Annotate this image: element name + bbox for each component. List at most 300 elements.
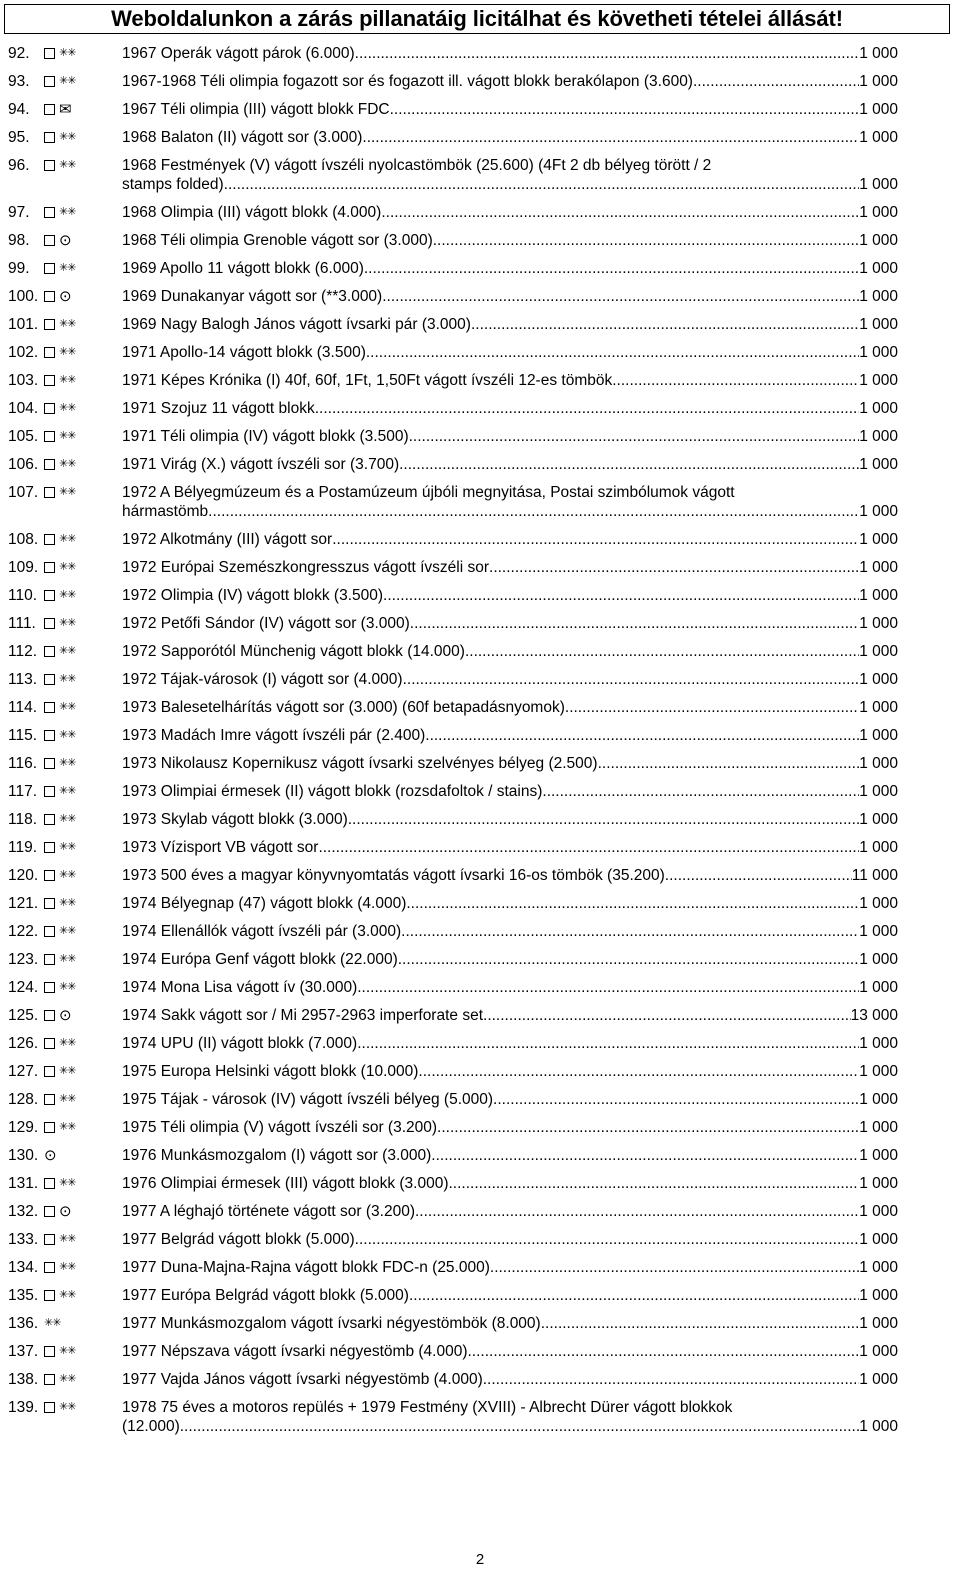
double-star-icon: ✳✳ bbox=[59, 729, 76, 741]
starting-price: 1 000 bbox=[859, 1343, 898, 1360]
lot-number: 99. bbox=[8, 260, 30, 277]
checkbox-square-icon bbox=[44, 1066, 55, 1077]
lot-description bbox=[122, 399, 898, 418]
lot-title: 1973 Skylab vágott blokk (3.000) bbox=[122, 811, 348, 828]
lot-title: 1972 Sapporótól Münchenig vágott blokk (14.000) bbox=[122, 643, 465, 660]
lot-description bbox=[122, 287, 898, 306]
condition-icons bbox=[44, 922, 75, 941]
lot-title: 1973 Nikolausz Kopernikusz vágott ívsarki szelvényes bélyeg (2.500) bbox=[122, 755, 598, 772]
dot-leader bbox=[483, 1370, 859, 1389]
condition-icons bbox=[44, 950, 75, 969]
lot-title: 1977 Európa Belgrád vágott blokk (5.000) bbox=[122, 1287, 409, 1304]
dot-leader bbox=[348, 810, 859, 829]
lot-description bbox=[122, 754, 898, 773]
dot-leader bbox=[382, 287, 859, 306]
starting-price: 1 000 bbox=[859, 1315, 898, 1332]
lot-number: 126. bbox=[8, 1035, 39, 1052]
condition-icons bbox=[44, 1370, 75, 1389]
starting-price: 1 000 bbox=[859, 232, 898, 249]
lot-number: 114. bbox=[8, 699, 38, 716]
dot-leader bbox=[665, 866, 852, 885]
header-box bbox=[4, 4, 950, 34]
cancelled-icon: ⊙ bbox=[59, 1203, 72, 1220]
starting-price: 1 000 bbox=[859, 643, 898, 660]
lot-title: 1972 Alkotmány (III) vágott sor bbox=[122, 531, 333, 548]
starting-price: 1 000 bbox=[859, 531, 898, 548]
checkbox-square-icon bbox=[44, 104, 55, 115]
starting-price: 1 000 bbox=[859, 101, 898, 118]
lot-description bbox=[122, 1314, 898, 1333]
lot-title: 1977 Belgrád vágott blokk (5.000) bbox=[122, 1231, 355, 1248]
condition-icons bbox=[44, 894, 75, 913]
starting-price: 1 000 bbox=[859, 1231, 898, 1248]
dot-leader bbox=[541, 1314, 859, 1333]
condition-icons bbox=[44, 1118, 75, 1137]
condition-icons bbox=[44, 259, 75, 278]
starting-price: 1 000 bbox=[859, 428, 898, 445]
checkbox-square-icon bbox=[44, 1206, 55, 1217]
checkbox-square-icon bbox=[44, 1122, 55, 1133]
lot-number: 94. bbox=[8, 101, 30, 118]
lot-number: 103. bbox=[8, 372, 39, 389]
dot-leader bbox=[224, 175, 860, 194]
starting-price: 1 000 bbox=[859, 1371, 898, 1388]
condition-icons bbox=[44, 1314, 60, 1333]
double-star-icon: ✳✳ bbox=[59, 533, 76, 545]
lot-title: 1974 UPU (II) vágott blokk (7.000) bbox=[122, 1035, 358, 1052]
checkbox-square-icon bbox=[44, 1178, 55, 1189]
starting-price: 1 000 bbox=[859, 559, 898, 576]
checkbox-square-icon bbox=[44, 814, 55, 825]
lot-title: 1972 Tájak-városok (I) vágott sor (4.000) bbox=[122, 671, 403, 688]
double-star-icon: ✳✳ bbox=[59, 925, 76, 937]
lot-number: 115. bbox=[8, 727, 38, 744]
dot-leader bbox=[437, 1118, 859, 1137]
starting-price: 1 000 bbox=[859, 923, 898, 940]
lot-title: 1977 Népszava vágott ívsarki négyestömb (4.000) bbox=[122, 1343, 468, 1360]
lot-title: 1968 Balaton (II) vágott sor (3.000) bbox=[122, 129, 363, 146]
double-star-icon: ✳✳ bbox=[59, 1401, 76, 1413]
starting-price: 1 000 bbox=[859, 1119, 898, 1136]
condition-icons bbox=[44, 726, 75, 745]
checkbox-square-icon bbox=[44, 459, 55, 470]
lot-number: 138. bbox=[8, 1371, 39, 1388]
lot-description bbox=[122, 726, 898, 745]
checkbox-square-icon bbox=[44, 842, 55, 853]
condition-icons bbox=[44, 1062, 75, 1081]
dot-leader bbox=[355, 44, 860, 63]
dot-leader bbox=[415, 1202, 859, 1221]
lot-number: 106. bbox=[8, 456, 39, 473]
condition-icons bbox=[44, 838, 75, 857]
lot-description bbox=[122, 343, 898, 362]
lot-title: 1971 Téli olimpia (IV) vágott blokk (3.500) bbox=[122, 428, 409, 445]
lot-description bbox=[122, 810, 898, 829]
starting-price: 1 000 bbox=[859, 1203, 898, 1220]
double-star-icon: ✳✳ bbox=[59, 1037, 76, 1049]
lot-title: 1967 Téli olimpia (III) vágott blokk FDC bbox=[122, 101, 390, 118]
double-star-icon: ✳✳ bbox=[59, 953, 76, 965]
lot-description bbox=[122, 427, 898, 446]
dot-leader bbox=[468, 1342, 860, 1361]
checkbox-square-icon bbox=[44, 319, 55, 330]
lot-title: 1969 Nagy Balogh János vágott ívsarki pár (3.000) bbox=[122, 316, 471, 333]
starting-price: 1 000 bbox=[859, 129, 898, 146]
dot-leader bbox=[409, 427, 860, 446]
lot-description-line: 1978 75 éves a motoros repülés + 1979 Festmény (XVIII) - Albrecht Dürer vágott blokkok bbox=[122, 1399, 733, 1416]
starting-price: 1 000 bbox=[859, 727, 898, 744]
lot-description bbox=[122, 614, 898, 633]
dot-leader bbox=[401, 922, 859, 941]
lot-title: 1975 Téli olimpia (V) vágott ívszéli sor (3.200) bbox=[122, 1119, 438, 1136]
condition-icons bbox=[44, 1202, 72, 1221]
lot-title: (12.000) bbox=[122, 1418, 180, 1435]
lot-title: 1976 Munkásmozgalom (I) vágott sor (3.000) bbox=[122, 1147, 432, 1164]
lot-number: 133. bbox=[8, 1231, 39, 1248]
condition-icons bbox=[44, 1146, 57, 1165]
double-star-icon: ✳✳ bbox=[59, 47, 76, 59]
lot-title: 1977 Duna-Majna-Rajna vágott blokk FDC-n (25.000) bbox=[122, 1259, 490, 1276]
dot-leader bbox=[449, 1174, 860, 1193]
starting-price: 1 000 bbox=[859, 1418, 898, 1435]
starting-price: 1 000 bbox=[859, 1287, 898, 1304]
lot-description bbox=[122, 1398, 898, 1436]
lot-description bbox=[122, 586, 898, 605]
condition-icons bbox=[44, 343, 75, 362]
double-star-icon: ✳✳ bbox=[59, 561, 76, 573]
lot-number: 109. bbox=[8, 559, 39, 576]
lot-number: 131. bbox=[8, 1175, 39, 1192]
lot-description bbox=[122, 128, 898, 147]
condition-icons bbox=[44, 1342, 75, 1361]
lot-number: 96. bbox=[8, 157, 30, 174]
lot-number: 108. bbox=[8, 531, 39, 548]
double-star-icon: ✳✳ bbox=[59, 131, 76, 143]
double-star-icon: ✳✳ bbox=[59, 589, 76, 601]
lot-description bbox=[122, 950, 898, 969]
page-number: 2 bbox=[475, 1551, 485, 1568]
double-star-icon: ✳✳ bbox=[59, 206, 76, 218]
checkbox-square-icon bbox=[44, 1094, 55, 1105]
lot-title: 1974 Mona Lisa vágott ív (30.000) bbox=[122, 979, 358, 996]
starting-price: 1 000 bbox=[859, 204, 898, 221]
dot-leader bbox=[425, 726, 859, 745]
double-star-icon: ✳✳ bbox=[59, 1373, 76, 1385]
cancelled-icon: ⊙ bbox=[59, 1007, 72, 1024]
dot-leader bbox=[381, 203, 859, 222]
checkbox-square-icon bbox=[44, 646, 55, 657]
starting-price: 1 000 bbox=[859, 951, 898, 968]
double-star-icon: ✳✳ bbox=[59, 1093, 76, 1105]
starting-price: 1 000 bbox=[859, 1063, 898, 1080]
checkbox-square-icon bbox=[44, 1402, 55, 1413]
starting-price: 1 000 bbox=[859, 671, 898, 688]
lot-title: 1975 Tájak - városok (IV) vágott ívszéli bélyeg (5.000) bbox=[122, 1091, 494, 1108]
lot-number: 100. bbox=[8, 288, 39, 305]
dot-leader bbox=[383, 586, 859, 605]
starting-price: 1 000 bbox=[859, 755, 898, 772]
starting-price: 1 000 bbox=[859, 260, 898, 277]
cancelled-icon: ⊙ bbox=[59, 232, 72, 249]
lot-description bbox=[122, 1118, 898, 1137]
lot-description bbox=[122, 530, 898, 549]
lot-title: 1974 Bélyegnap (47) vágott blokk (4.000) bbox=[122, 895, 407, 912]
dot-leader bbox=[208, 502, 859, 521]
dot-leader bbox=[598, 754, 860, 773]
lot-number: 95. bbox=[8, 129, 30, 146]
double-star-icon: ✳✳ bbox=[59, 346, 76, 358]
double-star-icon: ✳✳ bbox=[59, 1121, 76, 1133]
double-star-icon: ✳✳ bbox=[59, 813, 76, 825]
lot-title: 1973 Olimpiai érmesek (II) vágott blokk (rozsdafoltok / stains) bbox=[122, 783, 543, 800]
lot-title: 1971 Szojuz 11 vágott blokk bbox=[122, 400, 315, 417]
double-star-icon: ✳✳ bbox=[59, 159, 76, 171]
lot-number: 122. bbox=[8, 923, 39, 940]
starting-price: 1 000 bbox=[859, 400, 898, 417]
condition-icons bbox=[44, 1230, 75, 1249]
lot-description bbox=[122, 72, 898, 91]
lot-number: 136. bbox=[8, 1315, 39, 1332]
lot-title: 1974 Európa Genf vágott blokk (22.000) bbox=[122, 951, 398, 968]
lot-number: 101. bbox=[8, 316, 39, 333]
checkbox-square-icon bbox=[44, 1038, 55, 1049]
dot-leader bbox=[366, 343, 859, 362]
double-star-icon: ✳✳ bbox=[59, 897, 76, 909]
lot-number: 111. bbox=[8, 615, 36, 632]
lot-number: 105. bbox=[8, 428, 39, 445]
lot-description bbox=[122, 156, 898, 194]
double-star-icon: ✳✳ bbox=[59, 374, 76, 386]
starting-price: 1 000 bbox=[859, 839, 898, 856]
dot-leader bbox=[332, 530, 859, 549]
dot-leader bbox=[180, 1417, 859, 1436]
lot-title: 1972 Európai Szemészkongresszus vágott ívszéli sor bbox=[122, 559, 490, 576]
lot-title: 1969 Apollo 11 vágott blokk (6.000) bbox=[122, 260, 364, 277]
double-star-icon: ✳✳ bbox=[59, 262, 76, 274]
condition-icons bbox=[44, 203, 75, 222]
starting-price: 1 000 bbox=[859, 45, 898, 62]
lot-title: 1977 A léghajó története vágott sor (3.200) bbox=[122, 1203, 415, 1220]
lot-title: 1973 Madách Imre vágott ívszéli pár (2.400) bbox=[122, 727, 426, 744]
condition-icons bbox=[44, 530, 75, 549]
dot-leader bbox=[357, 1034, 859, 1053]
condition-icons bbox=[44, 287, 72, 306]
condition-icons bbox=[44, 866, 75, 885]
lot-title: 1972 Olimpia (IV) vágott blokk (3.500) bbox=[122, 587, 384, 604]
dot-leader bbox=[398, 950, 859, 969]
lot-number: 135. bbox=[8, 1287, 39, 1304]
cancelled-icon: ⊙ bbox=[44, 1147, 57, 1164]
checkbox-square-icon bbox=[44, 926, 55, 937]
lot-number: 97. bbox=[8, 204, 30, 221]
checkbox-square-icon bbox=[44, 76, 55, 87]
starting-price: 1 000 bbox=[859, 1175, 898, 1192]
checkbox-square-icon bbox=[44, 132, 55, 143]
lot-title: 1976 Olimpiai érmesek (III) vágott blokk (3.000) bbox=[122, 1175, 449, 1192]
lot-description-line: 1972 A Bélyegmúzeum és a Postamúzeum újbóli megnyitása, Postai szimbólumok vágott bbox=[122, 484, 735, 501]
condition-icons bbox=[44, 1174, 75, 1193]
condition-icons bbox=[44, 1398, 75, 1417]
checkbox-square-icon bbox=[44, 702, 55, 713]
lot-title: 1971 Képes Krónika (I) 40f, 60f, 1Ft, 1,50Ft vágott ívszéli 12-es tömbök bbox=[122, 372, 613, 389]
dot-leader bbox=[357, 978, 859, 997]
lot-title: 1968 Olimpia (III) vágott blokk (4.000) bbox=[122, 204, 382, 221]
condition-icons bbox=[44, 128, 75, 147]
checkbox-square-icon bbox=[44, 487, 55, 498]
lot-number: 98. bbox=[8, 232, 30, 249]
checkbox-square-icon bbox=[44, 730, 55, 741]
starting-price: 1 000 bbox=[859, 811, 898, 828]
lot-number: 134. bbox=[8, 1259, 39, 1276]
lot-title: 1975 Europa Helsinki vágott blokk (10.000) bbox=[122, 1063, 419, 1080]
lot-description bbox=[122, 259, 898, 278]
double-star-icon: ✳✳ bbox=[59, 1233, 76, 1245]
dot-leader bbox=[693, 72, 859, 91]
lot-description bbox=[122, 978, 898, 997]
condition-icons bbox=[44, 670, 75, 689]
starting-price: 1 000 bbox=[859, 316, 898, 333]
dot-leader bbox=[406, 894, 859, 913]
lot-title: 1974 Ellenállók vágott ívszéli pár (3.000) bbox=[122, 923, 402, 940]
lot-description bbox=[122, 894, 898, 913]
checkbox-square-icon bbox=[44, 403, 55, 414]
checkbox-square-icon bbox=[44, 562, 55, 573]
lot-description bbox=[122, 838, 898, 857]
condition-icons bbox=[44, 586, 75, 605]
double-star-icon: ✳✳ bbox=[59, 841, 76, 853]
lot-number: 127. bbox=[8, 1063, 39, 1080]
lot-number: 116. bbox=[8, 755, 38, 772]
lot-description bbox=[122, 782, 898, 801]
lot-number: 102. bbox=[8, 344, 39, 361]
dot-leader bbox=[483, 1006, 851, 1025]
lot-description bbox=[122, 100, 898, 119]
checkbox-square-icon bbox=[44, 431, 55, 442]
condition-icons bbox=[44, 427, 75, 446]
starting-price: 1 000 bbox=[859, 615, 898, 632]
lot-title: 1967 Operák vágott párok (6.000) bbox=[122, 45, 355, 62]
condition-icons bbox=[44, 100, 72, 119]
lot-title: 1973 500 éves a magyar könyvnyomtatás vágott ívsarki 16-os tömbök (35.200) bbox=[122, 867, 665, 884]
checkbox-square-icon bbox=[44, 786, 55, 797]
condition-icons bbox=[44, 72, 75, 91]
lot-description bbox=[122, 698, 898, 717]
lot-description bbox=[122, 670, 898, 689]
condition-icons bbox=[44, 1006, 72, 1025]
lot-number: 130. bbox=[8, 1147, 39, 1164]
lot-description bbox=[122, 558, 898, 577]
lot-number: 113. bbox=[8, 671, 38, 688]
double-star-icon: ✳✳ bbox=[59, 1177, 76, 1189]
starting-price: 1 000 bbox=[859, 288, 898, 305]
checkbox-square-icon bbox=[44, 1234, 55, 1245]
lot-number: 117. bbox=[8, 783, 38, 800]
double-star-icon: ✳✳ bbox=[59, 1289, 76, 1301]
lot-description bbox=[122, 483, 898, 521]
dot-leader bbox=[433, 231, 859, 250]
condition-icons bbox=[44, 156, 75, 175]
condition-icons bbox=[44, 642, 75, 661]
lot-description bbox=[122, 1370, 898, 1389]
lot-number: 137. bbox=[8, 1343, 39, 1360]
dot-leader bbox=[355, 1230, 860, 1249]
starting-price: 1 000 bbox=[859, 979, 898, 996]
envelope-icon: ✉ bbox=[59, 101, 72, 118]
lot-number: 125. bbox=[8, 1007, 39, 1024]
dot-leader bbox=[493, 1090, 859, 1109]
dot-leader bbox=[410, 614, 859, 633]
checkbox-square-icon bbox=[44, 954, 55, 965]
dot-leader bbox=[315, 399, 859, 418]
checkbox-square-icon bbox=[44, 1346, 55, 1357]
checkbox-square-icon bbox=[44, 982, 55, 993]
lot-description bbox=[122, 1258, 898, 1277]
double-star-icon: ✳✳ bbox=[59, 757, 76, 769]
checkbox-square-icon bbox=[44, 870, 55, 881]
lot-number: 128. bbox=[8, 1091, 39, 1108]
starting-price: 11 000 bbox=[851, 867, 898, 884]
lot-title: 1971 Virág (X.) vágott ívszéli sor (3.700) bbox=[122, 456, 400, 473]
lot-description bbox=[122, 642, 898, 661]
checkbox-square-icon bbox=[44, 898, 55, 909]
double-star-icon: ✳✳ bbox=[59, 869, 76, 881]
lot-description bbox=[122, 1006, 898, 1025]
condition-icons bbox=[44, 455, 75, 474]
checkbox-square-icon bbox=[44, 347, 55, 358]
checkbox-square-icon bbox=[44, 48, 55, 59]
checkbox-square-icon bbox=[44, 1010, 55, 1021]
condition-icons bbox=[44, 371, 75, 390]
condition-icons bbox=[44, 231, 72, 250]
lot-number: 92. bbox=[8, 45, 30, 62]
lot-title: hármastömb bbox=[122, 503, 209, 520]
starting-price: 1 000 bbox=[859, 503, 898, 520]
condition-icons bbox=[44, 44, 75, 63]
dot-leader bbox=[489, 558, 859, 577]
lot-number: 139. bbox=[8, 1399, 39, 1416]
starting-price: 1 000 bbox=[859, 73, 898, 90]
lot-title: 1977 Vajda János vágott ívsarki négyestömb (4.000) bbox=[122, 1371, 483, 1388]
condition-icons bbox=[44, 754, 75, 773]
starting-price: 1 000 bbox=[859, 699, 898, 716]
checkbox-square-icon bbox=[44, 375, 55, 386]
starting-price: 1 000 bbox=[859, 1091, 898, 1108]
double-star-icon: ✳✳ bbox=[59, 1345, 76, 1357]
dot-leader bbox=[390, 100, 860, 119]
cancelled-icon: ⊙ bbox=[59, 288, 72, 305]
lot-number: 119. bbox=[8, 839, 38, 856]
double-star-icon: ✳✳ bbox=[59, 981, 76, 993]
lot-description bbox=[122, 1062, 898, 1081]
checkbox-square-icon bbox=[44, 758, 55, 769]
dot-leader bbox=[565, 698, 859, 717]
starting-price: 1 000 bbox=[859, 783, 898, 800]
starting-price: 1 000 bbox=[859, 456, 898, 473]
condition-icons bbox=[44, 810, 75, 829]
page-title: Weboldalunkon a zárás pillanatáig licitálhat és követheti tételei állását! bbox=[111, 6, 843, 31]
condition-icons bbox=[44, 558, 75, 577]
lot-number: 110. bbox=[8, 587, 38, 604]
lot-description bbox=[122, 231, 898, 250]
starting-price: 1 000 bbox=[859, 1147, 898, 1164]
condition-icons bbox=[44, 399, 75, 418]
condition-icons bbox=[44, 978, 75, 997]
dot-leader bbox=[403, 670, 860, 689]
checkbox-square-icon bbox=[44, 235, 55, 246]
double-star-icon: ✳✳ bbox=[59, 785, 76, 797]
lot-number: 104. bbox=[8, 400, 39, 417]
starting-price: 1 000 bbox=[859, 344, 898, 361]
